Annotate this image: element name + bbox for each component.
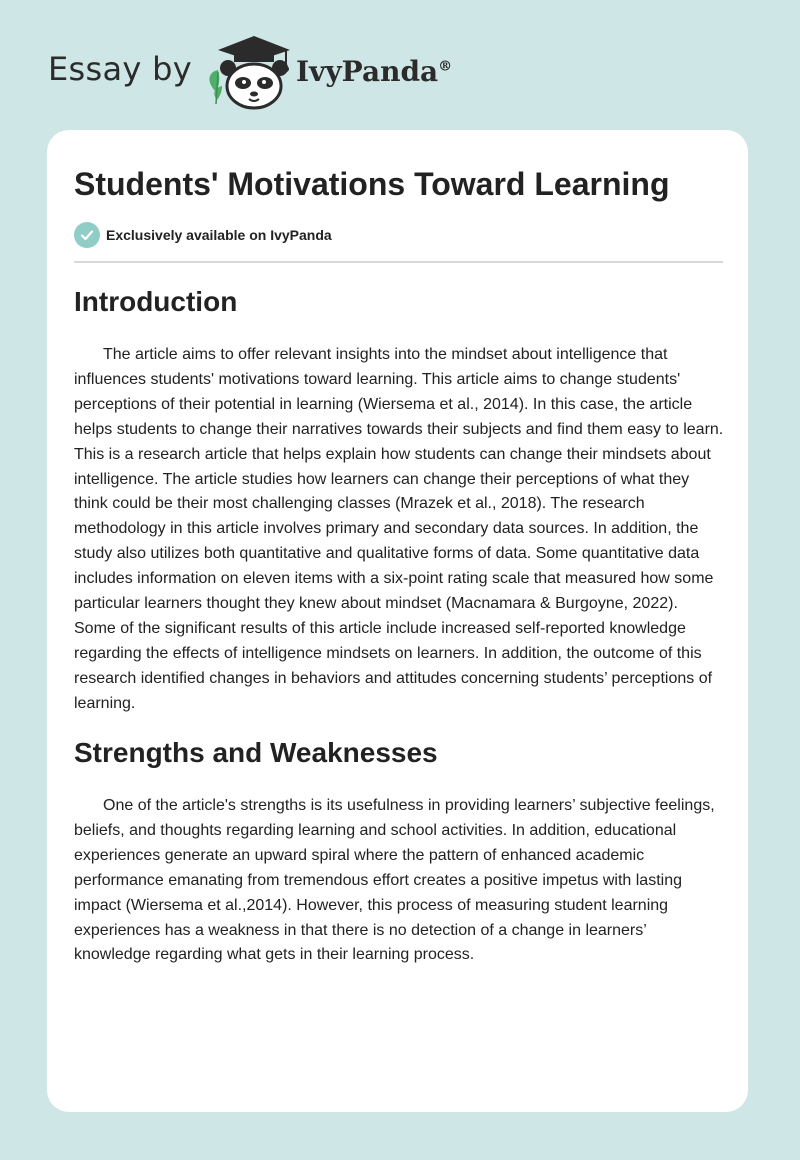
essay-by-label: Essay by (48, 50, 192, 88)
panda-graduate-icon[interactable] (200, 32, 292, 112)
divider (74, 261, 723, 263)
page-title: Students' Motivations Toward Learning (74, 166, 670, 202)
trademark-symbol: ® (438, 58, 453, 75)
section-body-introduction: The article aims to offer relevant insights into the mindset about intelligence that influences students' motivations toward learning. This article aims to change students' perceptions of their potential in learning (Wiersema et al., 2014). In this case, the article helps students to change their narratives towards their subjects and find them easy to learn. This is a research article that helps explain how students can change their mindsets about intelligence. The article studies how learners can change their perceptions of what they think could be their most challenging classes (Mrazek et al., 2018). The research methodology in this article involves primary and secondary data sources. In addition, the study also utilizes both quantitative and qualitative forms of data. Some quantitative data includes information on eleven items with a six-point rating scale that measured how some particular learners thought they knew about mindset (Macnamara & Burgoyne, 2022). Some of the significant results of this article include increased self-reported knowledge regarding the effects of intelligence mindsets on learners. In addition, the outcome of this research identified changes in behaviors and attitudes concerning students’ perceptions of learning. (74, 346, 724, 712)
badge-label: Exclusively available on IvyPanda (106, 227, 332, 243)
section-heading-introduction: Introduction (74, 286, 238, 317)
section-body-strengths-weaknesses: One of the article's strengths is its usefulness in providing learners’ subjective feelings, beliefs, and thoughts regarding learning and school activities. In addition, educational experiences generate an upward spiral where the pattern of enhanced academic performance emanating from tremendous effort creates a positive impetus with lasting impact (Wiersema et al.,2014). However, this process of measuring student learning experiences has a weakness in that there is no detection of a change in learners’ knowledge regarding what gets in their learning process. (74, 797, 715, 964)
section-heading-strengths-weaknesses: Strengths and Weaknesses (74, 737, 438, 768)
essay-card (47, 130, 748, 1112)
brand-name[interactable]: IvyPanda® (296, 55, 453, 88)
check-circle-icon (74, 222, 100, 248)
site-header (0, 0, 800, 120)
exclusive-badge (74, 222, 332, 248)
